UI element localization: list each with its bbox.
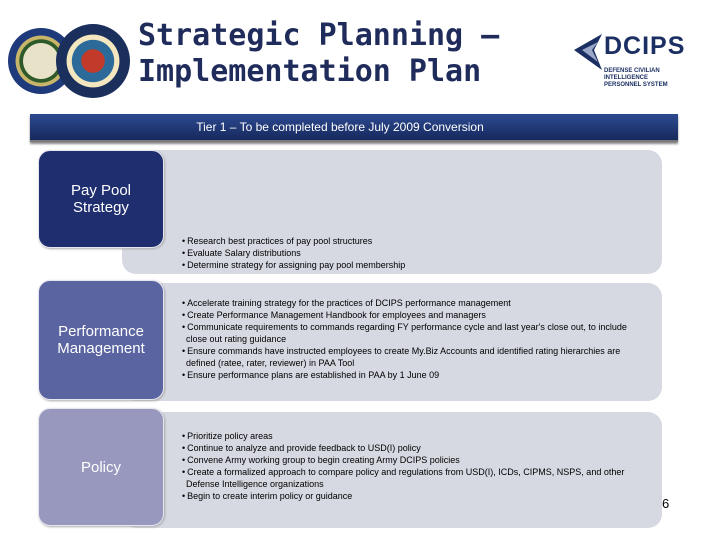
performance-items	[182, 297, 642, 381]
list-item: • Continue to analyze and provide feedback to USD(I) policy	[182, 443, 421, 453]
pay-pool-items	[182, 235, 662, 271]
intelligence-seal-logo	[56, 24, 130, 98]
list-item: • Create a formalized approach to compare policy and regulations from USD(I), ICDs, CIPMS, NSPS, and other Defense Intelligence organizations	[182, 467, 625, 489]
list-item: • Ensure commands have instructed employees to create My.Biz Accounts and identified rating hierarchies are defined (ratee, rater, reviewer) in PAA Tool	[182, 346, 621, 368]
pay-pool-strategy-box	[38, 150, 164, 248]
list-item: • Research best practices of pay pool structures	[182, 236, 373, 246]
tier-label: Tier 1 – To be completed before July 2009 Conversion	[196, 120, 484, 134]
list-item: • Communicate requirements to commands regarding FY performance cycle and last year's close out, to include close out rating guidance	[182, 322, 627, 344]
list-item: • Convene Army working group to begin creating Army DCIPS policies	[182, 455, 460, 465]
performance-management-box	[38, 280, 164, 400]
list-item: • Prioritize policy areas	[182, 431, 273, 441]
list-item: • Ensure performance plans are established in PAA by 1 June 09	[182, 370, 440, 380]
list-item: • Evaluate Salary distributions	[182, 248, 301, 258]
dcips-logo	[560, 26, 710, 96]
logo-subtitle: DEFENSE CIVILIAN INTELLIGENCE PERSONNEL SYSTEM	[604, 68, 668, 88]
logo-wordmark: DCIPS	[604, 32, 686, 60]
policy-box	[38, 408, 164, 526]
dcips-star-icon	[572, 30, 606, 74]
list-item: • Accelerate training strategy for the practices of DCIPS performance management	[182, 298, 511, 308]
slide-title: Strategic Planning – Implementation Plan	[138, 18, 500, 89]
list-item: • Determine strategy for assigning pay pool membership	[182, 260, 406, 270]
policy-items	[182, 430, 642, 502]
page-number: 6	[662, 496, 670, 511]
list-item: • Begin to create interim policy or guidance	[182, 491, 353, 501]
row-label: Policy	[80, 458, 121, 476]
row-label: Performance Management	[57, 323, 145, 357]
tier-banner	[30, 114, 678, 142]
row-label: Pay Pool Strategy	[70, 182, 132, 216]
list-item: • Create Performance Management Handbook for employees and managers	[182, 310, 486, 320]
